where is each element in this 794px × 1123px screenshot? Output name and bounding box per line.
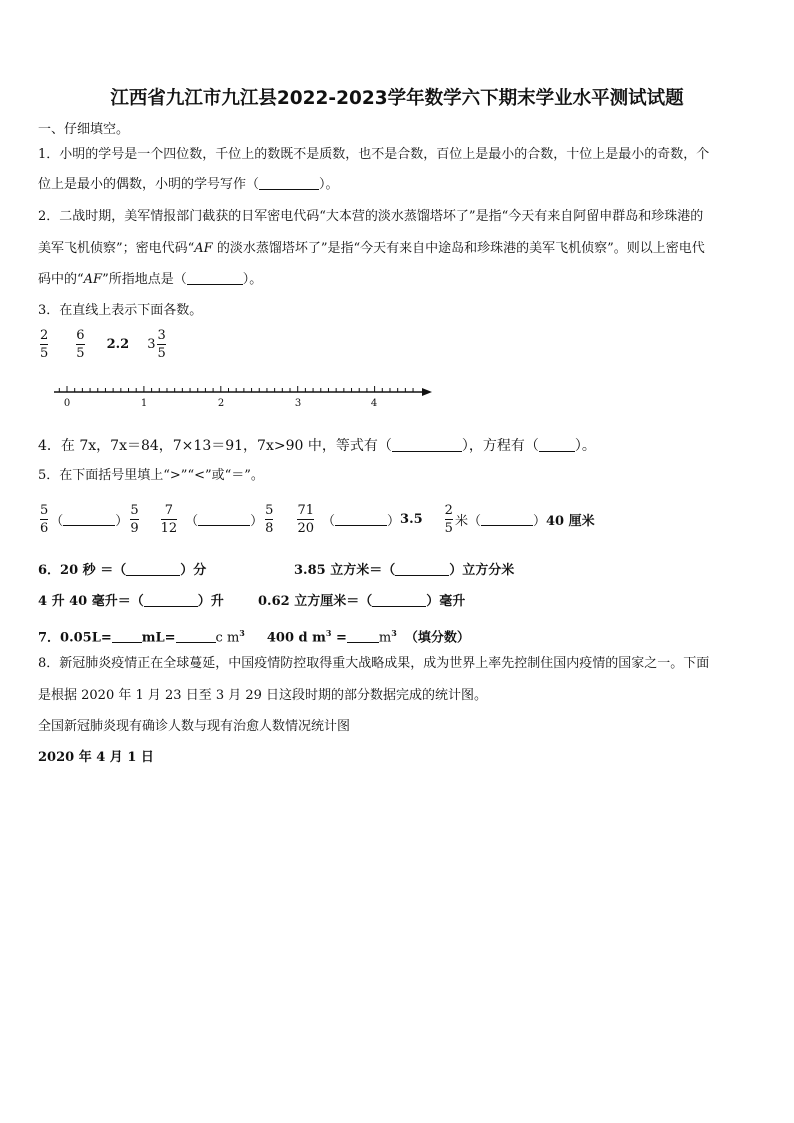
q5-p2-right: $\frac{5}{8}$ — [265, 503, 274, 536]
q2-answer-blank[interactable] — [187, 272, 243, 285]
q6-d-text: 0.62 立方厘米＝（ — [258, 594, 373, 609]
q3-mixed-whole: 3 — [147, 337, 156, 352]
q4-text-a: 4．在 7x，7x＝84，7×13＝91，7x>90 中，等式有（ — [38, 438, 392, 454]
q7-blank-cm3[interactable] — [176, 630, 216, 643]
q5-p1-left: $\frac{5}{6}$ — [40, 503, 49, 536]
q7-sup-1: 3 — [239, 628, 245, 638]
tick-label-4: 4 — [370, 398, 378, 409]
q5-p3-blank[interactable] — [335, 513, 387, 526]
number-line — [40, 384, 440, 410]
q6-a-blank[interactable] — [126, 563, 180, 576]
q6-b-blank[interactable] — [395, 563, 449, 576]
q3-numbers — [38, 328, 168, 361]
q7-sup-2: 3 — [325, 628, 332, 638]
q6-a-unit: ）分 — [180, 563, 207, 578]
q5-p4-left: $\frac{2}{5}$ — [444, 503, 453, 536]
q6-line1-b — [294, 563, 514, 579]
q5-comparisons — [38, 503, 595, 536]
q2-line2 — [38, 241, 705, 257]
q1-text-end: ）。 — [319, 177, 339, 192]
q7-text-e: = — [331, 630, 347, 646]
q6-c-unit: ）升 — [197, 594, 224, 609]
q7-unit-m: m — [378, 630, 392, 646]
q7-line — [38, 625, 470, 646]
q7-blank-ml[interactable] — [112, 630, 142, 643]
q6-d-blank[interactable] — [372, 594, 426, 607]
q5-p3-open: （ — [322, 514, 336, 529]
q5-p3-right: 3.5 — [400, 512, 423, 527]
q2-code-af-2: AF — [83, 272, 103, 287]
q2-text-b: 的淡水蒸馏塔坏了”是指“今天有来自中途岛和珍珠港的美军飞机侦察”。则以上密电代 — [212, 241, 705, 256]
q7-text-a: 7．0.05L= — [38, 630, 112, 646]
q6-b-unit: ）立方分米 — [449, 563, 515, 578]
q4-text-c: ）。 — [574, 438, 596, 454]
q6-a-text: 6．20 秒 ＝（ — [38, 563, 127, 578]
q6-line1 — [38, 563, 206, 579]
q2-line3 — [38, 272, 262, 288]
q4-text-b: ），方程有（ — [461, 438, 539, 454]
q7-text-d: 400 d m — [266, 630, 326, 646]
q2-text-d: ”所指地点是（ — [102, 272, 187, 287]
q8-date: 2020 年 4 月 1 日 — [38, 750, 154, 765]
q5-p3-close: ） — [387, 514, 401, 529]
q2-code-af: AF — [194, 241, 213, 256]
q5-p2-left: $\frac{7}{12}$ — [160, 503, 178, 536]
q3-mixed-fraction: $\frac{3}{5}$ — [157, 328, 166, 361]
q4-line — [38, 438, 596, 454]
q5-p1-blank[interactable] — [63, 513, 115, 526]
tick-label-2: 2 — [217, 398, 225, 409]
q2-text-c: 码中的“ — [38, 272, 84, 287]
q6-line2-b — [258, 594, 465, 610]
q3-fraction-2: $\frac{6}{5}$ — [76, 328, 85, 361]
q5-p4-open: （ — [467, 514, 481, 529]
q5-p1-right: $\frac{5}{9}$ — [130, 503, 139, 536]
q7-blank-m3[interactable] — [347, 630, 379, 643]
q8-chart-title: 全国新冠肺炎现有确诊人数与现有治愈人数情况统计图 — [38, 719, 351, 734]
q8-line1: 8．新冠肺炎疫情正在全球蔓延，中国疫情防控取得重大战略成果，成为世界上率先控制住国内疫情的国家之一。下面 — [38, 656, 710, 671]
q7-unit-cm: c m — [215, 630, 240, 646]
q5-p4-unit: 米 — [454, 514, 468, 529]
section-heading: 一、仔细填空。 — [38, 122, 130, 137]
q2-line1: 2．二战时期，美军情报部门截获的日军密电代码“大本营的淡水蒸馏塔坏了”是指“今天有来自阿留申群岛和珍珠港的 — [38, 209, 704, 224]
q4-blank-equations-2[interactable] — [539, 439, 575, 452]
q5-p2-open: （ — [185, 514, 199, 529]
q5-p1-open: （ — [50, 514, 64, 529]
q6-d-unit: ）毫升 — [426, 594, 466, 609]
q5-p3-left: $\frac{71}{20}$ — [297, 503, 314, 536]
q1-line2 — [38, 177, 339, 193]
tick-label-0: 0 — [63, 398, 71, 409]
q3-fraction-1: $\frac{2}{5}$ — [40, 328, 49, 361]
q7-sup-3: 3 — [391, 628, 397, 638]
q6-c-text: 4 升 40 毫升＝（ — [38, 594, 144, 609]
q5-p4-close: ） — [532, 514, 546, 529]
q6-c-blank[interactable] — [144, 594, 198, 607]
arrow-right-icon — [422, 388, 432, 396]
q1-line1: 1．小明的学号是一个四位数，千位上的数既不是质数，也不是合数，百位上是最小的合数，十位上是最小的奇数，个 — [38, 147, 710, 162]
q5-p2-close: ） — [250, 514, 264, 529]
q1-text: 位上是最小的偶数，小明的学号写作（ — [38, 177, 260, 192]
q5-text: 5．在下面括号里填上“>”“<”或“＝”。 — [38, 468, 264, 483]
q6-b-text: 3.85 立方米＝（ — [294, 563, 396, 578]
q5-p4-blank[interactable] — [481, 513, 533, 526]
q7-text-b: mL= — [141, 630, 176, 646]
q6-line2 — [38, 594, 224, 610]
q4-blank-equations[interactable] — [392, 439, 462, 452]
q5-p1-close: ） — [115, 514, 129, 529]
q7-note: （填分数） — [404, 630, 470, 646]
q2-text-e: ）。 — [242, 272, 263, 287]
page-title: 江西省九江市九江县2022-2023学年数学六下期末学业水平测试试题 — [110, 88, 684, 109]
q3-decimal: 2.2 — [106, 337, 130, 352]
q5-p2-blank[interactable] — [198, 513, 250, 526]
q1-answer-blank[interactable] — [259, 177, 319, 190]
q8-line2: 是根据 2020 年 1 月 23 日至 3 月 29 日这段时期的部分数据完成的统计图。 — [38, 688, 488, 703]
q5-p4-right: 40 厘米 — [545, 514, 595, 529]
q2-text: 美军飞机侦察”；密电代码“ — [38, 241, 195, 256]
tick-label-3: 3 — [294, 398, 302, 409]
q3-text: 3．在直线上表示下面各数。 — [38, 303, 203, 318]
tick-label-1: 1 — [140, 398, 148, 409]
